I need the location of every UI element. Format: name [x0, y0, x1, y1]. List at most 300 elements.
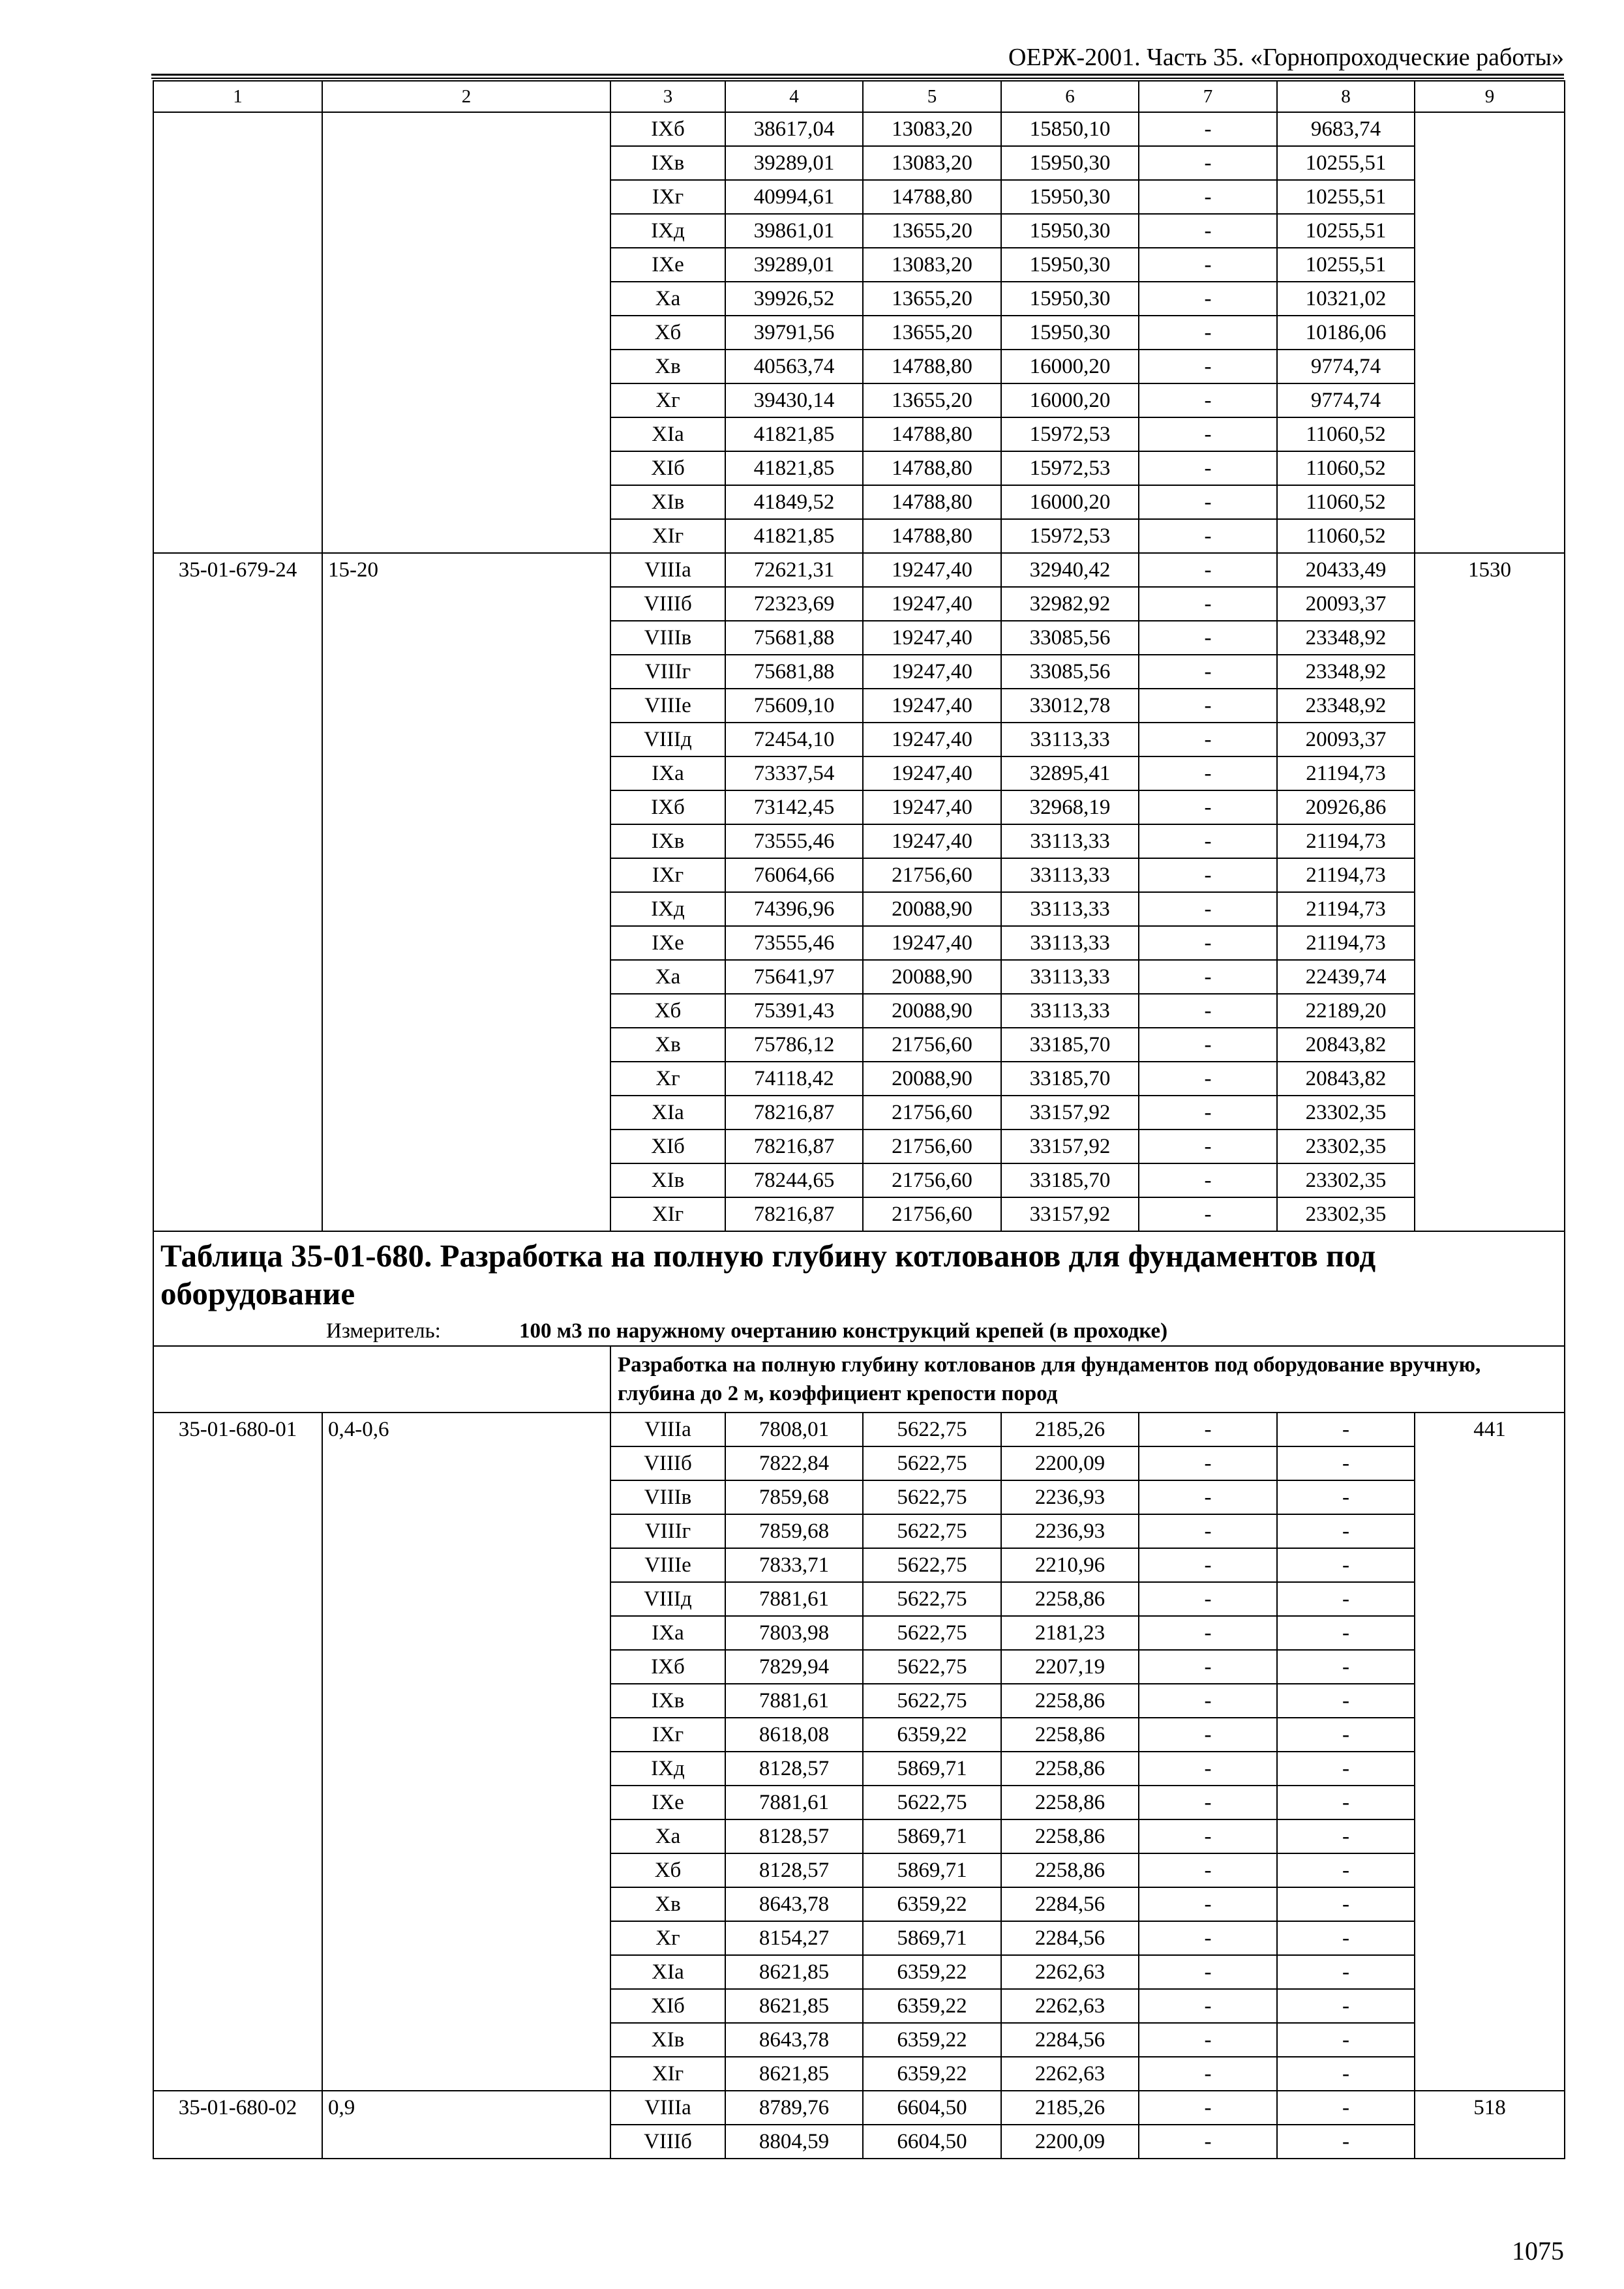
materials-cost: -: [1277, 1921, 1415, 1955]
materials-cost: -: [1277, 1752, 1415, 1786]
materials-cost: 22439,74: [1277, 960, 1415, 994]
driver-wage: -: [1139, 1921, 1277, 1955]
materials-cost: -: [1277, 2057, 1415, 2091]
machine-cost: 16000,20: [1001, 485, 1139, 519]
materials-cost: -: [1277, 1684, 1415, 1718]
total-cost: 8154,27: [725, 1921, 863, 1955]
rock-category: IXа: [610, 756, 725, 790]
rock-category: Xв: [610, 1028, 725, 1062]
total-cost: 75391,43: [725, 994, 863, 1028]
machine-cost: 15950,30: [1001, 316, 1139, 350]
labor-cost: 5622,75: [863, 1446, 1001, 1480]
driver-wage: -: [1139, 1514, 1277, 1548]
materials-cost: 10255,51: [1277, 248, 1415, 282]
total-cost: 39289,01: [725, 146, 863, 180]
machine-cost: 2258,86: [1001, 1853, 1139, 1887]
machine-cost: 32895,41: [1001, 756, 1139, 790]
labor-cost: 5622,75: [863, 1582, 1001, 1616]
materials-cost: -: [1277, 1650, 1415, 1684]
materials-cost: 23302,35: [1277, 1130, 1415, 1163]
labor-cost: 6359,22: [863, 2023, 1001, 2057]
labor-cost: 20088,90: [863, 994, 1001, 1028]
code-cell: [153, 112, 322, 553]
rock-category: Xв: [610, 1887, 725, 1921]
driver-wage: -: [1139, 1446, 1277, 1480]
rock-category: IXа: [610, 1616, 725, 1650]
machine-cost: 33113,33: [1001, 994, 1139, 1028]
machine-cost: 33085,56: [1001, 621, 1139, 655]
col9-value: 518: [1415, 2091, 1565, 2159]
materials-cost: 23302,35: [1277, 1197, 1415, 1231]
measure-row: [153, 1317, 1565, 1346]
table-title-row: [153, 1231, 1565, 1317]
total-cost: 7881,61: [725, 1786, 863, 1819]
rock-category: IXг: [610, 858, 725, 892]
machine-cost: 33185,70: [1001, 1028, 1139, 1062]
rock-category: Xа: [610, 1819, 725, 1853]
materials-cost: 10186,06: [1277, 316, 1415, 350]
labor-cost: 19247,40: [863, 553, 1001, 587]
machine-cost: 15950,30: [1001, 180, 1139, 214]
machine-cost: 33113,33: [1001, 723, 1139, 756]
machine-cost: 2210,96: [1001, 1548, 1139, 1582]
materials-cost: 11060,52: [1277, 417, 1415, 451]
driver-wage: -: [1139, 248, 1277, 282]
price-table: [153, 80, 1565, 2159]
labor-cost: 6359,22: [863, 2057, 1001, 2091]
rock-category: IXд: [610, 214, 725, 248]
materials-cost: 23302,35: [1277, 1096, 1415, 1130]
driver-wage: -: [1139, 451, 1277, 485]
header-rule-thin: [151, 78, 1564, 79]
rock-category: VIIIб: [610, 587, 725, 621]
labor-cost: 19247,40: [863, 689, 1001, 723]
machine-cost: 2236,93: [1001, 1514, 1139, 1548]
driver-wage: -: [1139, 960, 1277, 994]
labor-cost: 5869,71: [863, 1853, 1001, 1887]
machine-cost: 2185,26: [1001, 1413, 1139, 1446]
total-cost: 39289,01: [725, 248, 863, 282]
driver-wage: -: [1139, 994, 1277, 1028]
materials-cost: 20433,49: [1277, 553, 1415, 587]
materials-cost: 11060,52: [1277, 451, 1415, 485]
machine-cost: 33113,33: [1001, 892, 1139, 926]
total-cost: 7859,68: [725, 1514, 863, 1548]
materials-cost: -: [1277, 1819, 1415, 1853]
rate-code: 35-01-680-02: [153, 2091, 322, 2159]
total-cost: 7881,61: [725, 1684, 863, 1718]
materials-cost: -: [1277, 1989, 1415, 2023]
total-cost: 73337,54: [725, 756, 863, 790]
machine-cost: 2258,86: [1001, 1718, 1139, 1752]
driver-wage: -: [1139, 350, 1277, 383]
driver-wage: -: [1139, 1616, 1277, 1650]
driver-wage: -: [1139, 689, 1277, 723]
machine-cost: 15950,30: [1001, 248, 1139, 282]
machine-cost: 2284,56: [1001, 1921, 1139, 1955]
materials-cost: -: [1277, 1582, 1415, 1616]
rock-category: IXб: [610, 1650, 725, 1684]
driver-wage: -: [1139, 2023, 1277, 2057]
driver-wage: -: [1139, 519, 1277, 553]
page-number: 1075: [1512, 2236, 1564, 2266]
total-cost: 8789,76: [725, 2091, 863, 2125]
driver-wage: -: [1139, 723, 1277, 756]
table-row: [153, 1413, 1565, 1446]
materials-cost: 21194,73: [1277, 926, 1415, 960]
labor-cost: 5622,75: [863, 1650, 1001, 1684]
rock-category: Xа: [610, 282, 725, 316]
machine-cost: 15950,30: [1001, 214, 1139, 248]
driver-wage: -: [1139, 112, 1277, 146]
rock-category: XIб: [610, 1989, 725, 2023]
total-cost: 78216,87: [725, 1130, 863, 1163]
driver-wage: -: [1139, 417, 1277, 451]
column-number-row: [153, 81, 1565, 112]
rock-category: IXе: [610, 1786, 725, 1819]
labor-cost: 5622,75: [863, 1514, 1001, 1548]
materials-cost: 22189,20: [1277, 994, 1415, 1028]
driver-wage: -: [1139, 1786, 1277, 1819]
total-cost: 40563,74: [725, 350, 863, 383]
machine-cost: 2236,93: [1001, 1480, 1139, 1514]
materials-cost: 11060,52: [1277, 485, 1415, 519]
materials-cost: 11060,52: [1277, 519, 1415, 553]
rock-category: XIв: [610, 2023, 725, 2057]
rock-category: VIIIа: [610, 1413, 725, 1446]
driver-wage: -: [1139, 1197, 1277, 1231]
machine-cost: 33185,70: [1001, 1163, 1139, 1197]
rock-category: IXг: [610, 1718, 725, 1752]
labor-cost: 19247,40: [863, 790, 1001, 824]
total-cost: 7822,84: [725, 1446, 863, 1480]
materials-cost: -: [1277, 2023, 1415, 2057]
col9-value: 441: [1415, 1413, 1565, 2091]
materials-cost: -: [1277, 2091, 1415, 2125]
labor-cost: 5622,75: [863, 1480, 1001, 1514]
driver-wage: -: [1139, 1096, 1277, 1130]
rock-category: IXб: [610, 790, 725, 824]
total-cost: 72454,10: [725, 723, 863, 756]
labor-cost: 14788,80: [863, 180, 1001, 214]
machine-cost: 15972,53: [1001, 519, 1139, 553]
materials-cost: 23302,35: [1277, 1163, 1415, 1197]
column-number: 4: [725, 81, 863, 112]
driver-wage: -: [1139, 2091, 1277, 2125]
driver-wage: -: [1139, 756, 1277, 790]
labor-cost: 5622,75: [863, 1413, 1001, 1446]
labor-cost: 19247,40: [863, 621, 1001, 655]
materials-cost: -: [1277, 1480, 1415, 1514]
materials-cost: 21194,73: [1277, 858, 1415, 892]
column-number: 1: [153, 81, 322, 112]
driver-wage: -: [1139, 2125, 1277, 2159]
labor-cost: 19247,40: [863, 824, 1001, 858]
parameter: 0,9: [322, 2091, 610, 2159]
labor-cost: 14788,80: [863, 451, 1001, 485]
driver-wage: -: [1139, 1887, 1277, 1921]
materials-cost: -: [1277, 1853, 1415, 1887]
rock-category: IXв: [610, 1684, 725, 1718]
total-cost: 75641,97: [725, 960, 863, 994]
total-cost: 7833,71: [725, 1548, 863, 1582]
measure-label: Измеритель:: [326, 1319, 441, 1343]
driver-wage: -: [1139, 587, 1277, 621]
machine-cost: 2200,09: [1001, 2125, 1139, 2159]
machine-cost: 2284,56: [1001, 2023, 1139, 2057]
rock-category: VIIIб: [610, 2125, 725, 2159]
machine-cost: 2185,26: [1001, 2091, 1139, 2125]
rock-category: IXд: [610, 892, 725, 926]
rock-category: VIIIв: [610, 1480, 725, 1514]
work-description: Разработка на полную глубину котлованов для фундаментов под оборудование вручную, глубина до 2 м, коэффициент крепости пород: [610, 1346, 1565, 1413]
total-cost: 8621,85: [725, 1955, 863, 1989]
parameter: 15-20: [322, 553, 610, 1231]
total-cost: 38617,04: [725, 112, 863, 146]
rock-category: Xг: [610, 383, 725, 417]
driver-wage: -: [1139, 1582, 1277, 1616]
total-cost: 8618,08: [725, 1718, 863, 1752]
total-cost: 75681,88: [725, 621, 863, 655]
labor-cost: 13655,20: [863, 383, 1001, 417]
machine-cost: 32940,42: [1001, 553, 1139, 587]
col9-value: 1530: [1415, 553, 1565, 1231]
rock-category: Xг: [610, 1921, 725, 1955]
labor-cost: 6604,50: [863, 2125, 1001, 2159]
labor-cost: 21756,60: [863, 1028, 1001, 1062]
rock-category: VIIIа: [610, 2091, 725, 2125]
machine-cost: 2262,63: [1001, 2057, 1139, 2091]
machine-cost: 33085,56: [1001, 655, 1139, 689]
labor-cost: 13655,20: [863, 316, 1001, 350]
column-number: 8: [1277, 81, 1415, 112]
driver-wage: -: [1139, 2057, 1277, 2091]
rock-category: VIIIа: [610, 553, 725, 587]
description-spacer: [153, 1346, 610, 1413]
materials-cost: 21194,73: [1277, 756, 1415, 790]
total-cost: 8621,85: [725, 2057, 863, 2091]
total-cost: 7859,68: [725, 1480, 863, 1514]
driver-wage: -: [1139, 858, 1277, 892]
machine-cost: 15850,10: [1001, 112, 1139, 146]
rock-category: VIIIд: [610, 1582, 725, 1616]
labor-cost: 21756,60: [863, 1163, 1001, 1197]
labor-cost: 19247,40: [863, 723, 1001, 756]
rock-category: XIа: [610, 1096, 725, 1130]
labor-cost: 5622,75: [863, 1548, 1001, 1582]
labor-cost: 5622,75: [863, 1684, 1001, 1718]
driver-wage: -: [1139, 214, 1277, 248]
machine-cost: 15972,53: [1001, 417, 1139, 451]
rock-category: XIг: [610, 1197, 725, 1231]
rock-category: Xб: [610, 994, 725, 1028]
machine-cost: 33157,92: [1001, 1130, 1139, 1163]
total-cost: 39791,56: [725, 316, 863, 350]
machine-cost: 2258,86: [1001, 1582, 1139, 1616]
labor-cost: 19247,40: [863, 756, 1001, 790]
column-number: 7: [1139, 81, 1277, 112]
labor-cost: 13083,20: [863, 112, 1001, 146]
materials-cost: -: [1277, 1413, 1415, 1446]
rock-category: XIб: [610, 1130, 725, 1163]
materials-cost: 20093,37: [1277, 587, 1415, 621]
labor-cost: 13655,20: [863, 282, 1001, 316]
machine-cost: 33157,92: [1001, 1096, 1139, 1130]
total-cost: 8643,78: [725, 2023, 863, 2057]
rock-category: XIа: [610, 1955, 725, 1989]
driver-wage: -: [1139, 1650, 1277, 1684]
parameter: 0,4-0,6: [322, 1413, 610, 2091]
labor-cost: 6359,22: [863, 1887, 1001, 1921]
column-number: 3: [610, 81, 725, 112]
total-cost: 7803,98: [725, 1616, 863, 1650]
driver-wage: -: [1139, 1819, 1277, 1853]
column-number: 9: [1415, 81, 1565, 112]
labor-cost: 21756,60: [863, 858, 1001, 892]
driver-wage: -: [1139, 1955, 1277, 1989]
labor-cost: 21756,60: [863, 1096, 1001, 1130]
machine-cost: 33012,78: [1001, 689, 1139, 723]
driver-wage: -: [1139, 1480, 1277, 1514]
materials-cost: -: [1277, 1718, 1415, 1752]
driver-wage: -: [1139, 1989, 1277, 2023]
rock-category: VIIIе: [610, 1548, 725, 1582]
rock-category: Xб: [610, 316, 725, 350]
column-number: 6: [1001, 81, 1139, 112]
rate-code: 35-01-679-24: [153, 553, 322, 1231]
driver-wage: -: [1139, 1062, 1277, 1096]
total-cost: 73555,46: [725, 926, 863, 960]
rock-category: XIг: [610, 519, 725, 553]
labor-cost: 14788,80: [863, 485, 1001, 519]
rock-category: VIIIг: [610, 655, 725, 689]
driver-wage: -: [1139, 926, 1277, 960]
driver-wage: -: [1139, 621, 1277, 655]
materials-cost: 9774,74: [1277, 383, 1415, 417]
total-cost: 78216,87: [725, 1197, 863, 1231]
table-title: Таблица 35-01-680. Разработка на полную глубину котлованов для фундаментов под оборудование: [153, 1231, 1565, 1317]
materials-cost: 9683,74: [1277, 112, 1415, 146]
driver-wage: -: [1139, 282, 1277, 316]
measure-unit: 100 м3 по наружному очертанию конструкций крепей (в проходке): [519, 1319, 1168, 1343]
materials-cost: 10255,51: [1277, 146, 1415, 180]
driver-wage: -: [1139, 655, 1277, 689]
column-number: 5: [863, 81, 1001, 112]
machine-cost: 2181,23: [1001, 1616, 1139, 1650]
rock-category: XIв: [610, 485, 725, 519]
total-cost: 72621,31: [725, 553, 863, 587]
machine-cost: 2258,86: [1001, 1819, 1139, 1853]
labor-cost: 6359,22: [863, 1955, 1001, 1989]
materials-cost: 20926,86: [1277, 790, 1415, 824]
machine-cost: 2262,63: [1001, 1955, 1139, 1989]
total-cost: 78244,65: [725, 1163, 863, 1197]
total-cost: 39430,14: [725, 383, 863, 417]
materials-cost: 10255,51: [1277, 214, 1415, 248]
driver-wage: -: [1139, 1853, 1277, 1887]
materials-cost: -: [1277, 1955, 1415, 1989]
materials-cost: 21194,73: [1277, 824, 1415, 858]
machine-cost: 15950,30: [1001, 146, 1139, 180]
materials-cost: 21194,73: [1277, 892, 1415, 926]
materials-cost: 23348,92: [1277, 689, 1415, 723]
rock-category: Xб: [610, 1853, 725, 1887]
param-cell: [322, 112, 610, 553]
labor-cost: 5869,71: [863, 1752, 1001, 1786]
page-header: ОЕРЖ-2001. Часть 35. «Горнопроходческие работы»: [1008, 44, 1564, 71]
driver-wage: -: [1139, 1130, 1277, 1163]
labor-cost: 6359,22: [863, 1989, 1001, 2023]
machine-cost: 2258,86: [1001, 1684, 1139, 1718]
rock-category: IXб: [610, 112, 725, 146]
rock-category: VIIIе: [610, 689, 725, 723]
labor-cost: 20088,90: [863, 892, 1001, 926]
materials-cost: -: [1277, 1514, 1415, 1548]
machine-cost: 33157,92: [1001, 1197, 1139, 1231]
materials-cost: 23348,92: [1277, 655, 1415, 689]
machine-cost: 2207,19: [1001, 1650, 1139, 1684]
materials-cost: 20843,82: [1277, 1062, 1415, 1096]
rock-category: XIг: [610, 2057, 725, 2091]
rock-category: Xа: [610, 960, 725, 994]
rock-category: IXд: [610, 1752, 725, 1786]
labor-cost: 6604,50: [863, 2091, 1001, 2125]
total-cost: 40994,61: [725, 180, 863, 214]
materials-cost: -: [1277, 1446, 1415, 1480]
machine-cost: 33113,33: [1001, 960, 1139, 994]
rock-category: IXг: [610, 180, 725, 214]
labor-cost: 13083,20: [863, 146, 1001, 180]
materials-cost: -: [1277, 1616, 1415, 1650]
driver-wage: -: [1139, 383, 1277, 417]
machine-cost: 16000,20: [1001, 383, 1139, 417]
rock-category: XIа: [610, 417, 725, 451]
machine-cost: 15950,30: [1001, 282, 1139, 316]
machine-cost: 32968,19: [1001, 790, 1139, 824]
rock-category: IXв: [610, 824, 725, 858]
total-cost: 75609,10: [725, 689, 863, 723]
rock-category: IXв: [610, 146, 725, 180]
labor-cost: 21756,60: [863, 1130, 1001, 1163]
driver-wage: -: [1139, 146, 1277, 180]
total-cost: 73555,46: [725, 824, 863, 858]
labor-cost: 14788,80: [863, 350, 1001, 383]
machine-cost: 32982,92: [1001, 587, 1139, 621]
total-cost: 73142,45: [725, 790, 863, 824]
driver-wage: -: [1139, 1752, 1277, 1786]
total-cost: 8128,57: [725, 1853, 863, 1887]
labor-cost: 19247,40: [863, 926, 1001, 960]
rock-category: Xг: [610, 1062, 725, 1096]
labor-cost: 5622,75: [863, 1616, 1001, 1650]
labor-cost: 14788,80: [863, 519, 1001, 553]
driver-wage: -: [1139, 485, 1277, 519]
labor-cost: 20088,90: [863, 960, 1001, 994]
labor-cost: 5869,71: [863, 1921, 1001, 1955]
labor-cost: 21756,60: [863, 1197, 1001, 1231]
total-cost: 72323,69: [725, 587, 863, 621]
driver-wage: -: [1139, 1684, 1277, 1718]
total-cost: 41821,85: [725, 519, 863, 553]
total-cost: 7881,61: [725, 1582, 863, 1616]
driver-wage: -: [1139, 1718, 1277, 1752]
machine-cost: 2262,63: [1001, 1989, 1139, 2023]
total-cost: 75786,12: [725, 1028, 863, 1062]
machine-cost: 33113,33: [1001, 824, 1139, 858]
machine-cost: 15972,53: [1001, 451, 1139, 485]
materials-cost: 20843,82: [1277, 1028, 1415, 1062]
total-cost: 75681,88: [725, 655, 863, 689]
